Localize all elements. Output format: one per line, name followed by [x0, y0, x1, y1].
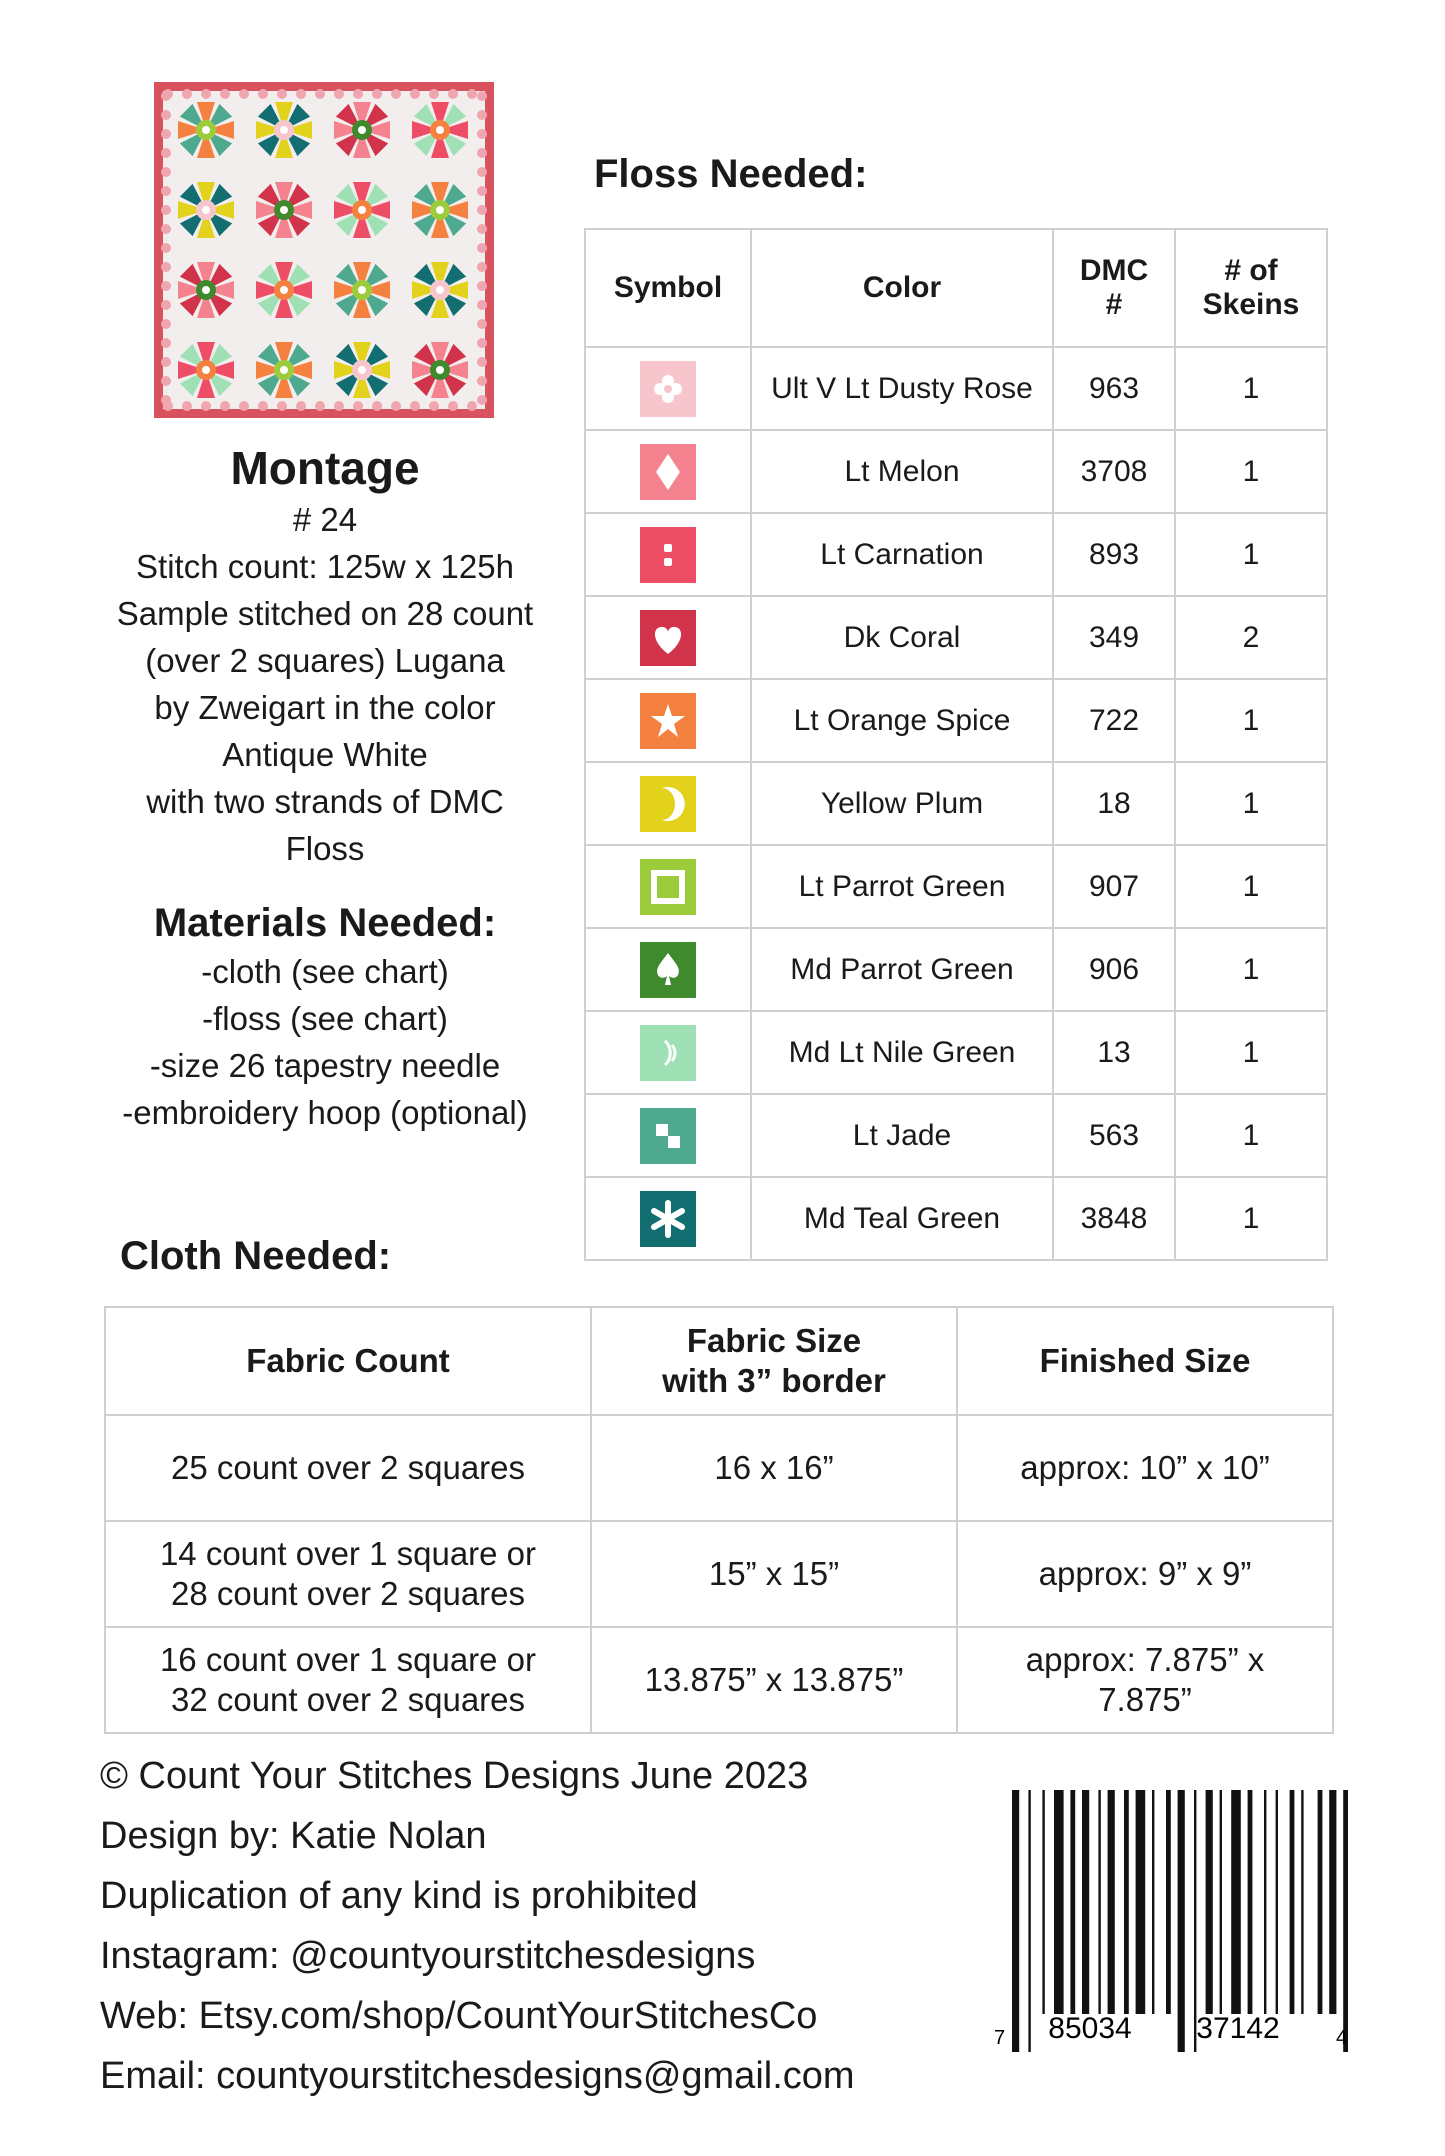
floss-row	[585, 1177, 1327, 1260]
instagram-link[interactable]: Instagram: @countyourstitchesdesigns	[100, 1935, 756, 1977]
skeins-header-text: # of Skeins	[1202, 254, 1300, 321]
blocks-icon	[640, 1108, 696, 1164]
color-name-cell: Yellow Plum	[751, 762, 1053, 845]
cloth-row	[105, 1521, 1333, 1627]
color-name-cell: Md Lt Nile Green	[751, 1011, 1053, 1094]
color-name-cell: Dk Coral	[751, 596, 1053, 679]
cloth-header-row	[105, 1307, 1333, 1415]
skeins-cell: 1	[1175, 1011, 1327, 1094]
duplication-notice: Duplication of any kind is prohibited	[100, 1875, 698, 1917]
fabric-count-text: 28 count over 2 squares	[170, 1575, 526, 1612]
dmc-number-cell: 349	[1053, 596, 1175, 679]
fabric-size-cell: 13.875” x 13.875”	[591, 1627, 957, 1733]
cloth-row	[105, 1627, 1333, 1733]
pattern-detail: Sample stitched on 28 count	[116, 595, 534, 632]
floss-heading: Floss Needed:	[594, 152, 868, 196]
fabric-count-cell	[105, 1521, 591, 1627]
fabric-size-cell: 15” x 15”	[591, 1521, 957, 1627]
symbol-cell	[585, 1094, 751, 1177]
fabric-count-cell	[105, 1415, 591, 1521]
finished-size-cell	[957, 1627, 1333, 1733]
floss-table	[584, 228, 1328, 1261]
fabric-count-text: 25 count over 2 squares	[170, 1449, 526, 1486]
pattern-detail: with two strands of DMC	[146, 783, 504, 820]
skeins-cell: 2	[1175, 596, 1327, 679]
barcode-right-digits: 37142	[1196, 2012, 1280, 2045]
color-name-cell: Lt Carnation	[751, 513, 1053, 596]
dmc-number-cell: 893	[1053, 513, 1175, 596]
dmc-number-cell: 13	[1053, 1011, 1175, 1094]
fabric-size-header	[591, 1307, 957, 1415]
pattern-detail: by Zweigart in the color	[154, 689, 496, 726]
skeins-cell: 1	[1175, 679, 1327, 762]
spade-icon	[640, 942, 696, 998]
fabric-size-cell: 16 x 16”	[591, 1415, 957, 1521]
heart-icon	[640, 610, 696, 666]
skeins-cell: 1	[1175, 845, 1327, 928]
dmc-number-cell: 18	[1053, 762, 1175, 845]
color-name-cell: Lt Jade	[751, 1094, 1053, 1177]
barcode-left-digits: 85034	[1048, 2012, 1132, 2045]
cloth-row	[105, 1415, 1333, 1521]
dmc-number-cell: 563	[1053, 1094, 1175, 1177]
skeins-cell: 1	[1175, 928, 1327, 1011]
floss-row	[585, 430, 1327, 513]
color-header: Color	[751, 229, 1053, 347]
floss-row	[585, 679, 1327, 762]
fabric-count-header: Fabric Count	[105, 1307, 591, 1415]
web-link[interactable]: Web: Etsy.com/shop/CountYourStitchesCo	[100, 1995, 818, 2037]
materials-heading: Materials Needed:	[153, 901, 497, 945]
floss-row	[585, 596, 1327, 679]
flower-icon	[640, 361, 696, 417]
symbol-cell	[585, 513, 751, 596]
fabric-count-text: 14 count over 1 square or	[159, 1535, 537, 1572]
barcode-lead-digit: 7	[994, 2027, 1006, 2049]
cloth-heading: Cloth Needed:	[120, 1234, 392, 1278]
skeins-cell: 1	[1175, 430, 1327, 513]
dmc-header-text: DMC #	[1079, 254, 1149, 321]
material-item: -size 26 tapestry needle	[149, 1047, 501, 1084]
finished-size-text: approx: 10” x 10”	[1020, 1449, 1270, 1486]
asterisk-icon	[640, 1191, 696, 1247]
floss-row	[585, 347, 1327, 430]
designer-text: Design by: Katie Nolan	[100, 1815, 487, 1857]
skeins-cell: 1	[1175, 347, 1327, 430]
square-icon	[640, 859, 696, 915]
pattern-info	[90, 440, 560, 1136]
dmc-number-cell: 963	[1053, 347, 1175, 430]
email-link[interactable]: Email: countyourstitchesdesigns@gmail.com	[100, 2055, 855, 2097]
finished-size-text: approx: 9” x 9”	[1038, 1555, 1252, 1592]
pattern-detail: Antique White	[222, 736, 428, 773]
floss-header-row	[585, 229, 1327, 347]
pattern-preview-image	[154, 82, 494, 418]
symbol-cell	[585, 1011, 751, 1094]
fabric-count-text: 16 count over 1 square or	[159, 1641, 537, 1678]
dmc-number-cell: 3848	[1053, 1177, 1175, 1260]
finished-size-cell	[957, 1415, 1333, 1521]
cloth-table	[104, 1306, 1334, 1734]
floss-row	[585, 845, 1327, 928]
symbol-cell	[585, 596, 751, 679]
color-name-cell: Lt Parrot Green	[751, 845, 1053, 928]
pattern-detail: Floss	[285, 830, 365, 867]
color-name-cell: Md Parrot Green	[751, 928, 1053, 1011]
skeins-cell: 1	[1175, 762, 1327, 845]
material-item: -cloth (see chart)	[201, 953, 449, 990]
symbol-cell	[585, 928, 751, 1011]
fabric-count-text: 32 count over 2 squares	[170, 1681, 526, 1718]
fabric-size-header-line: Fabric Size	[686, 1322, 862, 1359]
floss-row	[585, 762, 1327, 845]
finished-size-text: 7.875”	[1098, 1681, 1192, 1718]
pattern-detail: Stitch count: 125w x 125h	[136, 548, 514, 585]
dots-icon	[640, 527, 696, 583]
material-item: -embroidery hoop (optional)	[122, 1094, 528, 1131]
symbol-cell	[585, 845, 751, 928]
finished-size-header: Finished Size	[957, 1307, 1333, 1415]
color-name-cell: Lt Orange Spice	[751, 679, 1053, 762]
symbol-cell	[585, 762, 751, 845]
color-name-cell: Lt Melon	[751, 430, 1053, 513]
color-name-cell: Md Teal Green	[751, 1177, 1053, 1260]
fabric-size-header-line: with 3” border	[662, 1362, 886, 1399]
finished-size-cell	[957, 1521, 1333, 1627]
floss-row	[585, 513, 1327, 596]
dmc-number-cell: 722	[1053, 679, 1175, 762]
finished-size-text: approx: 7.875” x	[1025, 1641, 1265, 1678]
diamond-icon	[640, 444, 696, 500]
color-name-cell: Ult V Lt Dusty Rose	[751, 347, 1053, 430]
pattern-detail: (over 2 squares) Lugana	[145, 642, 505, 679]
dmc-number-cell: 906	[1053, 928, 1175, 1011]
skeins-cell: 1	[1175, 513, 1327, 596]
symbol-cell	[585, 347, 751, 430]
moon-icon	[640, 776, 696, 832]
star-icon	[640, 693, 696, 749]
symbol-cell	[585, 430, 751, 513]
skeins-cell: 1	[1175, 1094, 1327, 1177]
pattern-title: Montage	[230, 442, 420, 494]
symbol-cell	[585, 679, 751, 762]
material-item: -floss (see chart)	[202, 1000, 448, 1037]
symbol-cell	[585, 1177, 751, 1260]
skeins-header	[1175, 229, 1327, 347]
floss-row	[585, 1094, 1327, 1177]
symbol-header: Symbol	[585, 229, 751, 347]
wave-icon	[640, 1025, 696, 1081]
dmc-number-cell: 3708	[1053, 430, 1175, 513]
floss-row	[585, 1011, 1327, 1094]
pattern-number: # 24	[292, 501, 358, 538]
footer-info	[100, 1746, 1000, 2106]
dmc-number-cell: 907	[1053, 845, 1175, 928]
upc-barcode	[988, 1790, 1348, 2060]
copyright-text: © Count Your Stitches Designs June 2023	[100, 1755, 809, 1797]
dmc-header	[1053, 229, 1175, 347]
skeins-cell: 1	[1175, 1177, 1327, 1260]
floss-row	[585, 928, 1327, 1011]
fabric-count-cell	[105, 1627, 591, 1733]
barcode-check-digit: 4	[1336, 2027, 1348, 2049]
